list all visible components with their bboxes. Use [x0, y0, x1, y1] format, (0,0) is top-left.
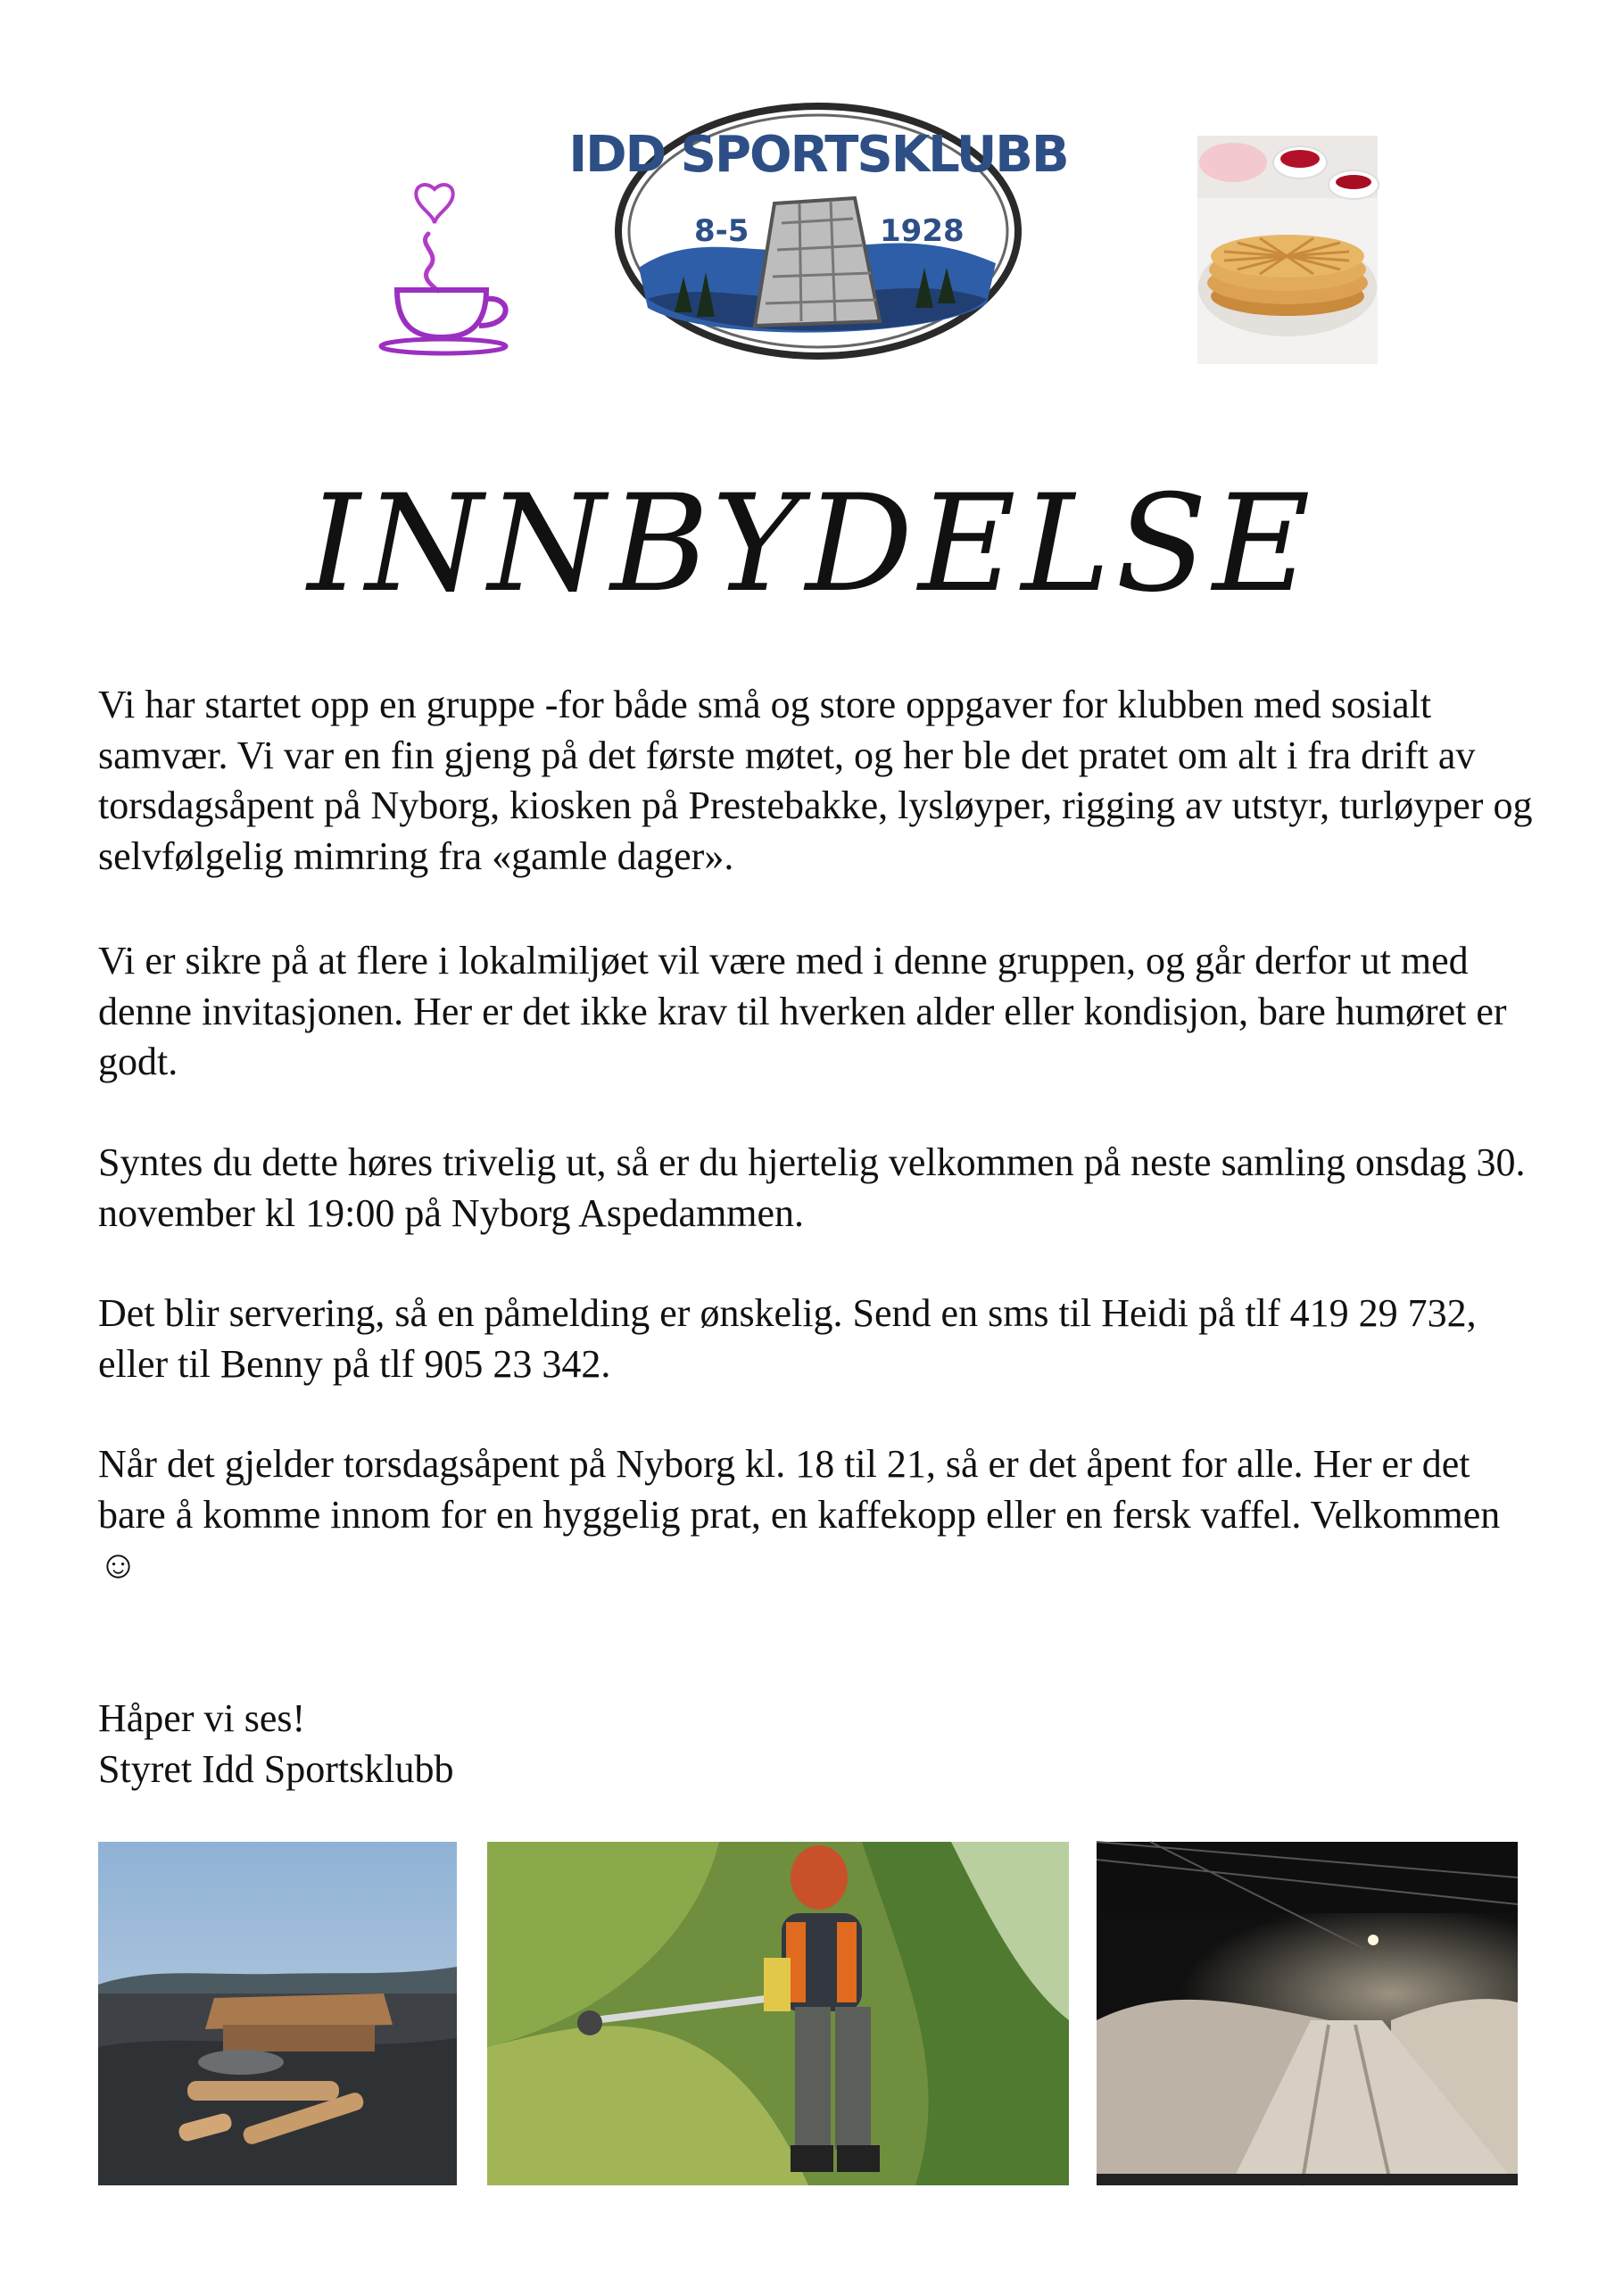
paragraph-invitation: Vi er sikre på at flere i lokalmiljøet vil være med i denne gruppen, og går derfor ut med denne invitasjonen. Her er det ikke krav til hverken alder eller kondisjon, bare humøret er godt. — [98, 939, 1507, 1083]
lit-ski-track-at-night-photo — [1097, 1842, 1518, 2185]
closing-greeting: Håper vi ses! — [98, 1696, 306, 1740]
paragraph-group-intro: Vi har startet opp en gruppe -for både små og store oppgaver for klubben med sosialt samvær. Vi var en fin gjeng på det første møtet, og her ble det pratet om alt i fra drift av torsdagsåpent på Nyborg, kiosken på Prestebakke, lysløyper, rigging av utstyr, turløyper og selvfølgelig mimring fra «gamle dager». — [98, 683, 1533, 878]
closing-signature: Styret Idd Sportsklubb — [98, 1747, 454, 1791]
page-title: INNBYDELSE — [307, 467, 1316, 622]
logo-date-right: 1928 — [880, 213, 965, 249]
logo-date-left: 8-5 — [694, 213, 749, 249]
paragraph-thursday-open: Når det gjelder torsdagsåpent på Nyborg kl. 18 til 21, så er det åpent for alle. Her er det bare å komme innom for en hyggelig prat, en kaffekopp eller en fersk vaffel. Velkommen ☺ — [98, 1442, 1501, 1587]
shelter-and-log-benches-photo — [98, 1842, 457, 2185]
waffles-with-jam-photo — [1197, 136, 1378, 364]
trail-clearing-with-brush-cutter-photo — [487, 1842, 1069, 2185]
paragraph-next-meeting: Syntes du dette høres trivelig ut, så er du hjertelig velkommen på neste samling onsdag 30. november kl 19:00 på Nyborg Aspedammen. — [98, 1140, 1526, 1235]
idd-sportsklubb-logo — [568, 98, 1068, 364]
paragraph-signup: Det blir servering, så en påmelding er ønskelig. Send en sms til Heidi på tlf 419 29 732, eller til Benny på tlf 905 23 342. — [98, 1291, 1477, 1386]
logo-name: IDD SPORTSKLUBB — [568, 126, 1068, 184]
coffee-cup-heart-icon — [379, 178, 522, 357]
